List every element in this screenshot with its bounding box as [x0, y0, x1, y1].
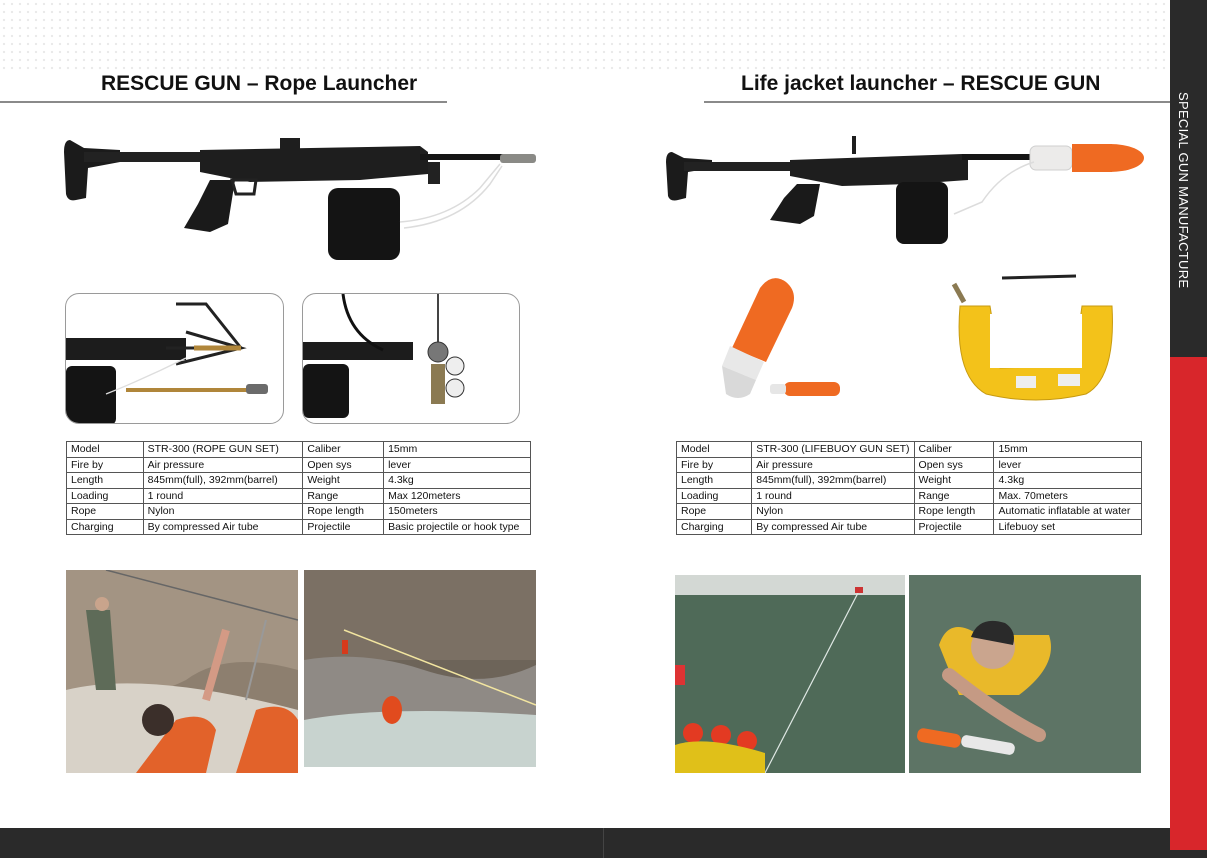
table-cell: Projectile	[914, 519, 994, 535]
table-cell: Caliber	[303, 442, 384, 458]
lifebuoy-launcher-gun-image	[662, 132, 1147, 250]
zipline-rescue-photo	[66, 570, 298, 773]
table-cell: Rope length	[303, 504, 384, 520]
river-rope-rescue-photo	[304, 570, 536, 767]
table-cell: Automatic inflatable at water	[994, 504, 1142, 520]
table-cell: 845mm(full), 392mm(barrel)	[752, 473, 914, 489]
table-cell: Range	[303, 488, 384, 504]
table-row	[67, 519, 531, 535]
table-row	[677, 519, 1142, 535]
lake-launch-photo	[675, 575, 905, 773]
table-cell: lever	[994, 457, 1142, 473]
table-cell: Fire by	[67, 457, 144, 473]
swimmer-with-vest-photo	[909, 575, 1141, 773]
table-cell: 4.3kg	[384, 473, 531, 489]
table-cell: Rope	[677, 504, 752, 520]
table-cell: Model	[67, 442, 144, 458]
side-label: SPECIAL GUN MANUFACTURE	[1176, 92, 1191, 289]
table-row	[677, 504, 1142, 520]
right-page-title: Life jacket launcher – RESCUE GUN	[741, 72, 1101, 95]
table-cell: 15mm	[994, 442, 1142, 458]
table-cell: Projectile	[303, 519, 384, 535]
table-row	[67, 442, 531, 458]
table-cell: Open sys	[303, 457, 384, 473]
table-cell: Weight	[303, 473, 384, 489]
left-title-rule	[0, 101, 447, 103]
table-row	[677, 488, 1142, 504]
table-cell: 1 round	[143, 488, 303, 504]
table-cell: STR-300 (ROPE GUN SET)	[143, 442, 303, 458]
table-cell: Lifebuoy set	[994, 519, 1142, 535]
table-cell: lever	[384, 457, 531, 473]
table-cell: STR-300 (LIFEBUOY GUN SET)	[752, 442, 914, 458]
table-row	[67, 473, 531, 489]
side-strip-red	[1170, 357, 1207, 850]
table-cell: Rope length	[914, 504, 994, 520]
table-cell: Max 120meters	[384, 488, 531, 504]
table-row	[677, 473, 1142, 489]
lifebuoy-projectile-image	[712, 276, 847, 401]
table-row	[67, 504, 531, 520]
table-cell: 4.3kg	[994, 473, 1142, 489]
table-cell: Basic projectile or hook type	[384, 519, 531, 535]
table-cell: Range	[914, 488, 994, 504]
table-cell: Open sys	[914, 457, 994, 473]
table-row	[677, 457, 1142, 473]
table-cell: 1 round	[752, 488, 914, 504]
table-cell: Charging	[67, 519, 144, 535]
table-cell: Fire by	[677, 457, 752, 473]
table-row	[67, 457, 531, 473]
table-cell: Max. 70meters	[994, 488, 1142, 504]
lifebuoy-gun-spec-table	[676, 441, 1142, 535]
hook-projectile-inset	[65, 293, 284, 424]
table-cell: Air pressure	[752, 457, 914, 473]
table-cell: Loading	[67, 488, 144, 504]
table-cell: Length	[67, 473, 144, 489]
table-cell: Length	[677, 473, 752, 489]
right-title-rule	[704, 101, 1170, 103]
table-cell: Weight	[914, 473, 994, 489]
table-cell: Rope	[67, 504, 144, 520]
table-cell: Nylon	[752, 504, 914, 520]
rope-gun-spec-table	[66, 441, 531, 535]
table-cell: By compressed Air tube	[752, 519, 914, 535]
table-cell: Charging	[677, 519, 752, 535]
table-cell: Loading	[677, 488, 752, 504]
rope-launcher-gun-image	[60, 132, 540, 267]
inflated-life-vest-image	[946, 256, 1134, 404]
table-cell: Model	[677, 442, 752, 458]
table-cell: Air pressure	[143, 457, 303, 473]
table-cell: 845mm(full), 392mm(barrel)	[143, 473, 303, 489]
footer-bar	[0, 828, 1170, 858]
table-row	[677, 442, 1142, 458]
dotted-header-pattern	[0, 0, 1170, 70]
left-page-title: RESCUE GUN – Rope Launcher	[101, 72, 418, 95]
table-row	[67, 488, 531, 504]
table-cell: By compressed Air tube	[143, 519, 303, 535]
air-charging-inset	[302, 293, 520, 424]
table-cell: 150meters	[384, 504, 531, 520]
table-cell: Caliber	[914, 442, 994, 458]
table-cell: 15mm	[384, 442, 531, 458]
table-cell: Nylon	[143, 504, 303, 520]
